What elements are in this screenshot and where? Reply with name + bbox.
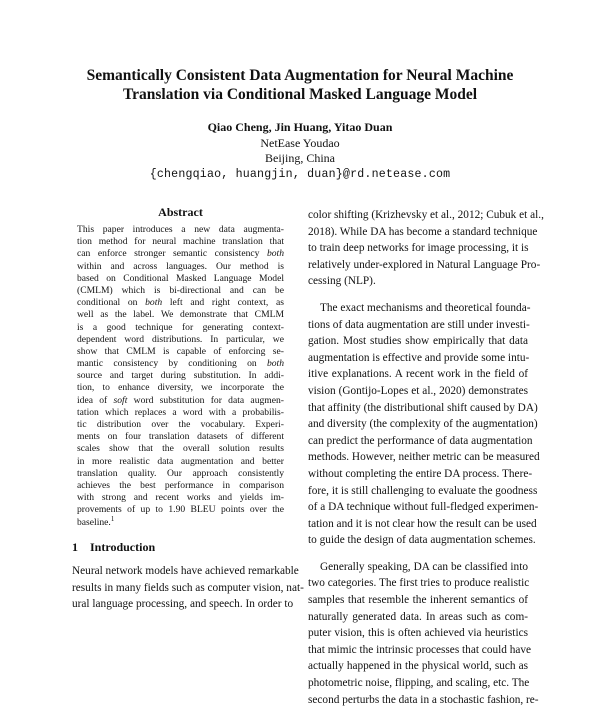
- text-line: tion, to enhance diversity, we incorporate the: [77, 382, 284, 394]
- introduction-body: [72, 563, 304, 613]
- text-line: fore, it is still challenging to evaluate the goodness: [308, 484, 538, 497]
- text-line: results in many fields such as computer vision, nat-: [72, 581, 304, 594]
- text-line: scales show that the overall solution results: [77, 443, 284, 455]
- text-line: can predict the performance of data augmentation: [308, 434, 533, 447]
- text-line: actually happened in the physical world, such as: [308, 660, 528, 673]
- text-line: puter vision, this is often achieved via heuristics: [308, 627, 528, 640]
- text-line: achieves the best performance in comparison: [77, 479, 284, 491]
- text-line: tation and it is not clear how the result can be used: [308, 517, 537, 530]
- text-line: can enforce stronger semantic consistency both: [77, 248, 284, 260]
- abstract-last-line: [72, 514, 289, 529]
- text-line: is a good technique for generating context-: [77, 321, 284, 333]
- abstract-heading: Abstract: [158, 205, 203, 219]
- text-line: of a DA technique without full-fledged experimen-: [308, 501, 539, 514]
- author-affiliation: NetEase Youdao: [260, 135, 340, 150]
- text-line: mantic consistency by conditioning on both: [77, 358, 284, 370]
- text-line: that affinity (the distributional shift caused by DA): [308, 401, 538, 414]
- introduction-section: [72, 539, 304, 613]
- text-line: 2018). While DA has become a standard technique: [308, 225, 538, 238]
- text-line: idea of soft word substitution for data augmen-: [77, 394, 284, 406]
- author-email: {chengqiao, huangjin, duan}@rd.netease.com: [149, 167, 451, 181]
- text-line: within and across languages. Our method is: [77, 260, 284, 272]
- author-names: Qiao Cheng, Jin Huang, Yitao Duan: [207, 120, 393, 134]
- text-line: tation which replaces a word with a probabilis-: [77, 406, 284, 418]
- text-line: conditional on both left and right context, as: [77, 297, 284, 309]
- text-line: show that CMLM is capable of enforcing se-: [77, 345, 284, 357]
- section-title: Introduction: [90, 540, 156, 554]
- text-line: (CMLM) which is bi-directional and can be: [77, 284, 284, 296]
- text-line: with strong and recent works and yields im-: [77, 492, 284, 504]
- text-line: tic distribution over the vocabulary. Experi-: [77, 419, 284, 430]
- text-line: well as the label. We demonstrate that CMLM: [77, 309, 284, 321]
- text-line: second perturbs the data in a stochastic fashion, re-: [308, 693, 539, 706]
- text-line: two categories. The first tries to produce realistic: [308, 577, 530, 590]
- text-line: and diversity (the complexity of the augmentation): [308, 418, 538, 431]
- text-line: This paper introduces a new data augmenta-: [77, 224, 284, 235]
- text-line: translation quality. Our approach consistently: [77, 467, 284, 479]
- paper-title: [0, 66, 600, 104]
- text-line: photometric noise, flipping, and scaling, etc. The: [308, 677, 530, 690]
- text-line: Generally speaking, DA can be classified into: [320, 560, 528, 573]
- right-column: [308, 207, 544, 708]
- text-line: The exact mechanisms and theoretical founda-: [320, 301, 531, 314]
- text-line: tions of data augmentation are still under investi-: [308, 318, 530, 331]
- abstract-body: [72, 224, 289, 517]
- text-line: provements of up to 1.90 BLEU points over the: [77, 504, 284, 516]
- text-line: gation. Most studies show empirically that data: [308, 335, 528, 348]
- text-line: samples that resemble the inherent semantics of: [308, 594, 528, 607]
- title-line-1: Semantically Consistent Data Augmentation for Neural Machine: [86, 67, 514, 84]
- text-line: augmentation is effective and provide some intu-: [308, 351, 530, 364]
- text-line: based on Conditional Masked Language Model: [77, 272, 284, 284]
- text-line: to train deep networks for image processing, it is: [308, 242, 529, 255]
- text-line: cessing (NLP).: [308, 275, 376, 288]
- title-line-2: Translation via Conditional Masked Language Model: [122, 86, 478, 103]
- text-line: without completing the entire DA process. There-: [308, 467, 533, 480]
- text-line: source and target during substitution. In addi-: [77, 370, 284, 382]
- abstract-section: [72, 204, 289, 529]
- author-location: Beijing, China: [265, 151, 335, 165]
- introduction-heading: [72, 539, 289, 555]
- text-line: tion method for neural machine translation that: [77, 236, 284, 248]
- text-line: to guide the design of data augmentation schemes.: [308, 534, 536, 547]
- paragraph-1: [308, 207, 544, 290]
- text-line: in more realistic data augmentation and better: [77, 455, 284, 467]
- text-line: ments on four translation datasets of different: [77, 431, 284, 443]
- text-line: Neural network models have achieved remarkable: [72, 565, 299, 577]
- text-line: that mimic the intrinsic processes that could have: [308, 643, 532, 656]
- text-line: color shifting (Krizhevsky et al., 2012; Cubuk et al.,: [308, 209, 544, 221]
- paragraph-2: [308, 300, 540, 549]
- text-line: vision (Gontijo-Lopes et al., 2020) demonstrates: [308, 384, 528, 397]
- text-line: itive explanations. A recent work in the field of: [308, 368, 528, 381]
- text-line: dependent word distributions. In particular, we: [77, 333, 284, 345]
- section-number: 1: [72, 540, 78, 554]
- abstract-last-text: baseline.: [77, 516, 111, 528]
- text-line: methods. However, neither metric can be measured: [308, 451, 540, 464]
- author-block: [0, 120, 600, 182]
- text-line: ural language processing, and speech. In order to: [72, 598, 294, 611]
- footnote-marker: 1: [110, 514, 115, 523]
- paragraph-3: [308, 559, 539, 708]
- text-line: naturally generated data. In areas such as com-: [308, 610, 528, 623]
- text-line: relatively under-explored in Natural Language Pro-: [308, 258, 541, 271]
